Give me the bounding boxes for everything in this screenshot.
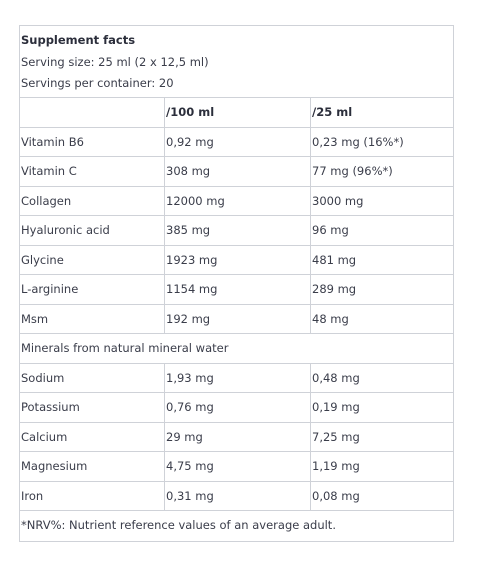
mineral-row: [20, 393, 453, 423]
nutrient-per-100ml: 12000 mg: [165, 187, 311, 216]
nutrient-per-25ml: 48 mg: [312, 311, 349, 326]
mineral-row: [20, 423, 453, 453]
nutrient-per-100ml: 308 mg: [165, 157, 311, 186]
servings-per-container: Servings per container: 20: [21, 76, 174, 90]
nutrient-per-25ml: 289 mg: [312, 282, 357, 296]
nrv-footnote: *NRV%: Nutrient reference values of an average adult.: [21, 518, 336, 532]
mineral-per-100ml: 0,31 mg: [165, 482, 311, 511]
nutrient-per-100ml: 0,92 mg: [165, 128, 311, 157]
mineral-per-100ml: 0,76 mg: [165, 393, 311, 422]
column-header-name: [20, 98, 165, 127]
column-header-per-25ml: /25 ml: [312, 105, 353, 119]
mineral-name: Calcium: [20, 423, 165, 452]
mineral-per-100ml: 1,93 mg: [165, 364, 311, 393]
nutrient-name: Vitamin B6: [20, 128, 165, 157]
nutrient-row: [20, 216, 453, 246]
mineral-row: [20, 364, 453, 394]
facts-header: [20, 26, 453, 98]
nutrient-row: [20, 157, 453, 187]
column-header-row: [20, 98, 453, 128]
nutrient-name: Vitamin C: [20, 157, 165, 186]
nutrient-per-25ml: 77 mg (96%*): [312, 164, 393, 178]
nutrient-per-100ml: 385 mg: [165, 216, 311, 245]
footnote-row: [20, 511, 453, 541]
mineral-per-25ml: 0,19 mg: [312, 400, 360, 414]
mineral-name: Potassium: [20, 393, 165, 422]
mineral-per-25ml: 7,25 mg: [312, 429, 360, 444]
nutrient-name: L-arginine: [20, 275, 165, 304]
mineral-per-25ml: 1,19 mg: [312, 459, 360, 473]
mineral-name: Magnesium: [20, 452, 165, 481]
minerals-heading-row: [20, 334, 453, 364]
mineral-per-100ml: 4,75 mg: [165, 452, 311, 481]
nutrient-row: [20, 275, 453, 305]
nutrient-per-100ml: 192 mg: [165, 305, 311, 334]
mineral-per-25ml: 0,08 mg: [312, 488, 360, 503]
nutrient-name: Glycine: [20, 246, 165, 275]
minerals-heading: Minerals from natural mineral water: [21, 341, 229, 355]
nutrient-row: [20, 246, 453, 276]
mineral-row: [20, 452, 453, 482]
nutrient-per-25ml: 481 mg: [312, 252, 357, 267]
mineral-per-25ml: 0,48 mg: [312, 370, 360, 385]
mineral-name: Sodium: [20, 364, 165, 393]
nutrient-name: Hyaluronic acid: [20, 216, 165, 245]
nutrient-per-100ml: 1154 mg: [165, 275, 311, 304]
nutrient-per-25ml: 3000 mg: [312, 193, 364, 208]
nutrient-per-100ml: 1923 mg: [165, 246, 311, 275]
column-header-per-100ml: /100 ml: [165, 98, 311, 127]
nutrient-row: [20, 187, 453, 217]
supplement-facts-table: [19, 25, 454, 542]
facts-title: Supplement facts: [21, 33, 136, 47]
nutrient-row: [20, 305, 453, 335]
mineral-per-100ml: 29 mg: [165, 423, 311, 452]
nutrient-per-25ml: 96 mg: [312, 223, 349, 237]
mineral-row: [20, 482, 453, 512]
nutrient-name: Collagen: [20, 187, 165, 216]
nutrient-per-25ml: 0,23 mg (16%*): [312, 134, 404, 149]
serving-size: Serving size: 25 ml (2 x 12,5 ml): [21, 54, 209, 69]
nutrient-row: [20, 128, 453, 158]
nutrient-name: Msm: [20, 305, 165, 334]
mineral-name: Iron: [20, 482, 165, 511]
